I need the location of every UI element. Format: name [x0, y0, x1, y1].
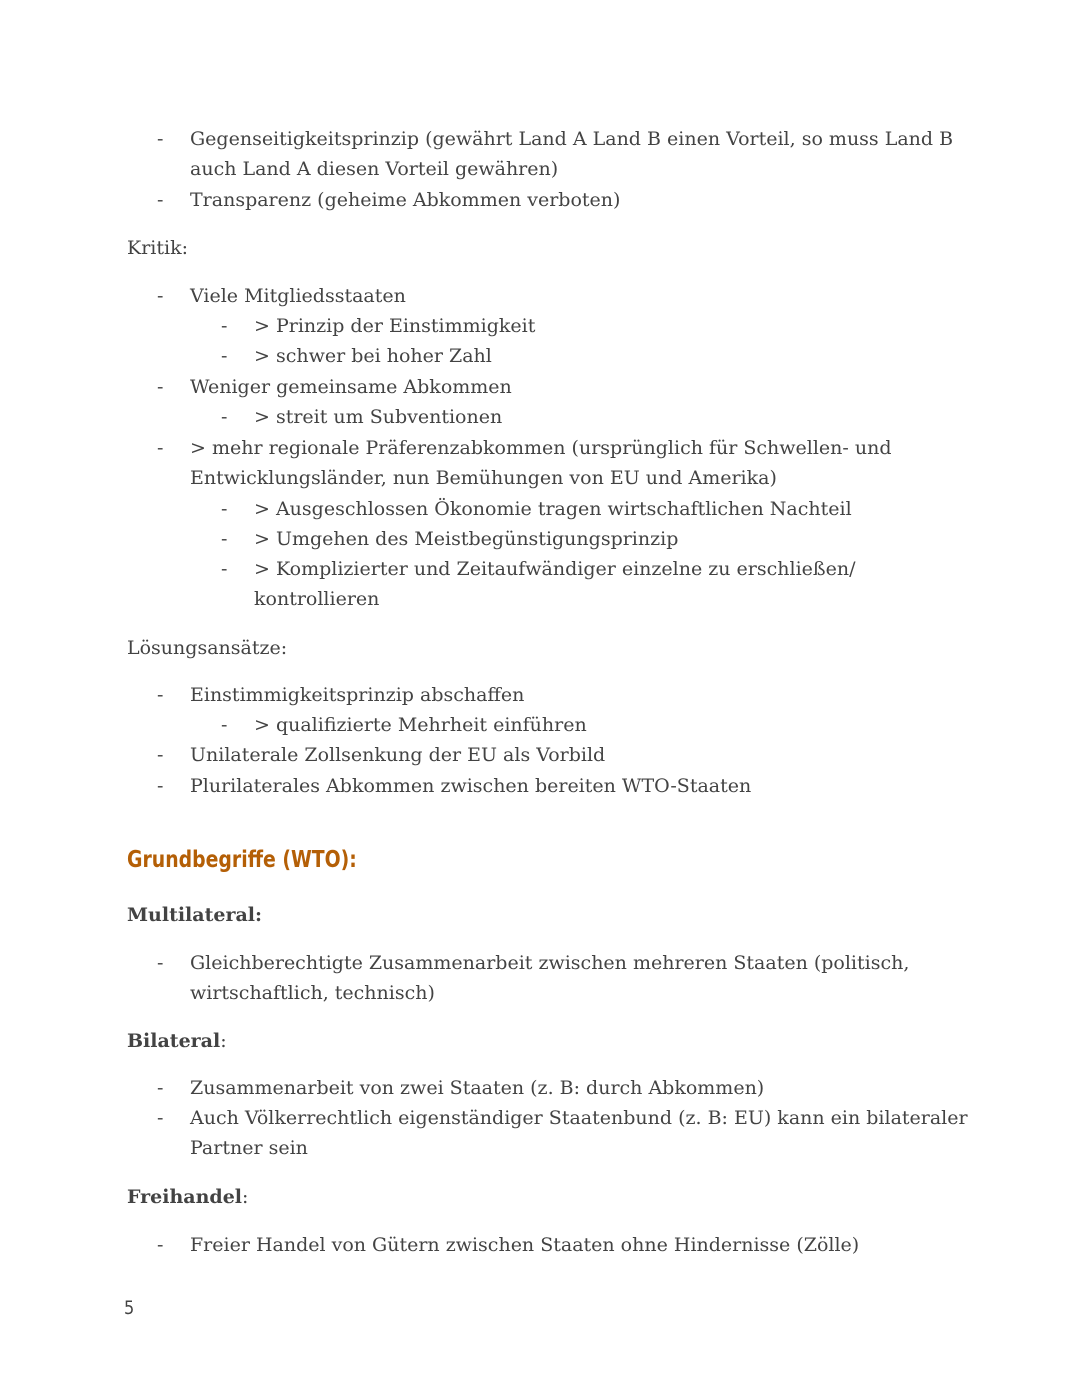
term-label-colon: : [220, 1030, 227, 1052]
bullet-dash: - [157, 1107, 164, 1129]
list-item-text: > mehr regionale Präferenzabkommen (ursprünglich für Schwellen- und [190, 437, 892, 459]
list-item-text: Gleichberechtigte Zusammenarbeit zwischen mehreren Staaten (politisch, [190, 952, 910, 974]
list-item-text: auch Land A diesen Vorteil gewähren) [190, 158, 559, 180]
list-item-text: Freier Handel von Gütern zwischen Staaten ohne Hindernisse (Zölle) [190, 1234, 860, 1256]
sub-list-item-text: kontrollieren [254, 588, 380, 610]
list-item-text: Einstimmigkeitsprinzip abschaffen [190, 684, 525, 706]
bullet-dash: - [157, 189, 164, 211]
list-item-text: Unilaterale Zollsenkung der EU als Vorbild [190, 744, 606, 766]
bullet-dash: - [157, 952, 164, 974]
list-item-text: wirtschaftlich, technisch) [190, 982, 435, 1004]
section-label-kritik: Kritik: [127, 237, 188, 259]
page-number: 5 [124, 1297, 135, 1319]
list-item-text: Auch Völkerrechtlich eigenständiger Staatenbund (z. B: EU) kann ein bilateraler [190, 1107, 968, 1129]
sub-bullet-dash: - [221, 406, 228, 428]
bullet-dash: - [157, 775, 164, 797]
list-item-text: Weniger gemeinsame Abkommen [190, 376, 512, 398]
sub-bullet-dash: - [221, 714, 228, 736]
sub-list-item-text: > Komplizierter und Zeitaufwändiger einzelne zu erschließen/ [254, 558, 856, 580]
bullet-dash: - [157, 1234, 164, 1256]
sub-list-item-text: > qualifizierte Mehrheit einführen [254, 714, 587, 736]
list-item-text: Viele Mitgliedsstaaten [190, 285, 406, 307]
term-label-bilateral [127, 1026, 227, 1056]
bullet-dash: - [157, 437, 164, 459]
sub-bullet-dash: - [221, 345, 228, 367]
sub-list-item-text: > Umgehen des Meistbegünstigungsprinzip [254, 528, 679, 550]
bullet-dash: - [157, 376, 164, 398]
term-label-freihandel-text: Freihandel [127, 1186, 243, 1208]
bullet-dash: - [157, 1077, 164, 1099]
list-item-text: Partner sein [190, 1137, 308, 1159]
term-label-colon: : [242, 1186, 249, 1208]
sub-list-item-text: > streit um Subventionen [254, 406, 503, 428]
bullet-dash: - [157, 744, 164, 766]
term-label-multilateral: Multilateral: [127, 904, 263, 926]
term-label-bilateral-text: Bilateral [127, 1030, 221, 1052]
bullet-dash: - [157, 285, 164, 307]
sub-list-item-text: > Prinzip der Einstimmigkeit [254, 315, 536, 337]
sub-list-item-text: > schwer bei hoher Zahl [254, 345, 492, 367]
list-item-text: Transparenz (geheime Abkommen verboten) [190, 189, 621, 211]
sub-bullet-dash: - [221, 498, 228, 520]
bullet-dash: - [157, 128, 164, 150]
list-item-text: Entwicklungsländer, nun Bemühungen von EU und Amerika) [190, 467, 777, 489]
section-heading-grundbegriffe: Grundbegriffe (WTO): [127, 847, 357, 873]
list-item-text: Gegenseitigkeitsprinzip (gewährt Land A Land B einen Vorteil, so muss Land B [190, 128, 954, 150]
sub-list-item-text: > Ausgeschlossen Ökonomie tragen wirtschaftlichen Nachteil [254, 498, 852, 520]
bullet-dash: - [157, 684, 164, 706]
sub-bullet-dash: - [221, 558, 228, 580]
term-label-freihandel [127, 1182, 248, 1212]
list-item-text: Zusammenarbeit von zwei Staaten (z. B: durch Abkommen) [190, 1077, 765, 1099]
list-item-text: Plurilaterales Abkommen zwischen bereiten WTO-Staaten [190, 775, 752, 797]
sub-bullet-dash: - [221, 315, 228, 337]
sub-bullet-dash: - [221, 528, 228, 550]
section-label-loesungsansaetze: Lösungsansätze: [127, 637, 288, 659]
